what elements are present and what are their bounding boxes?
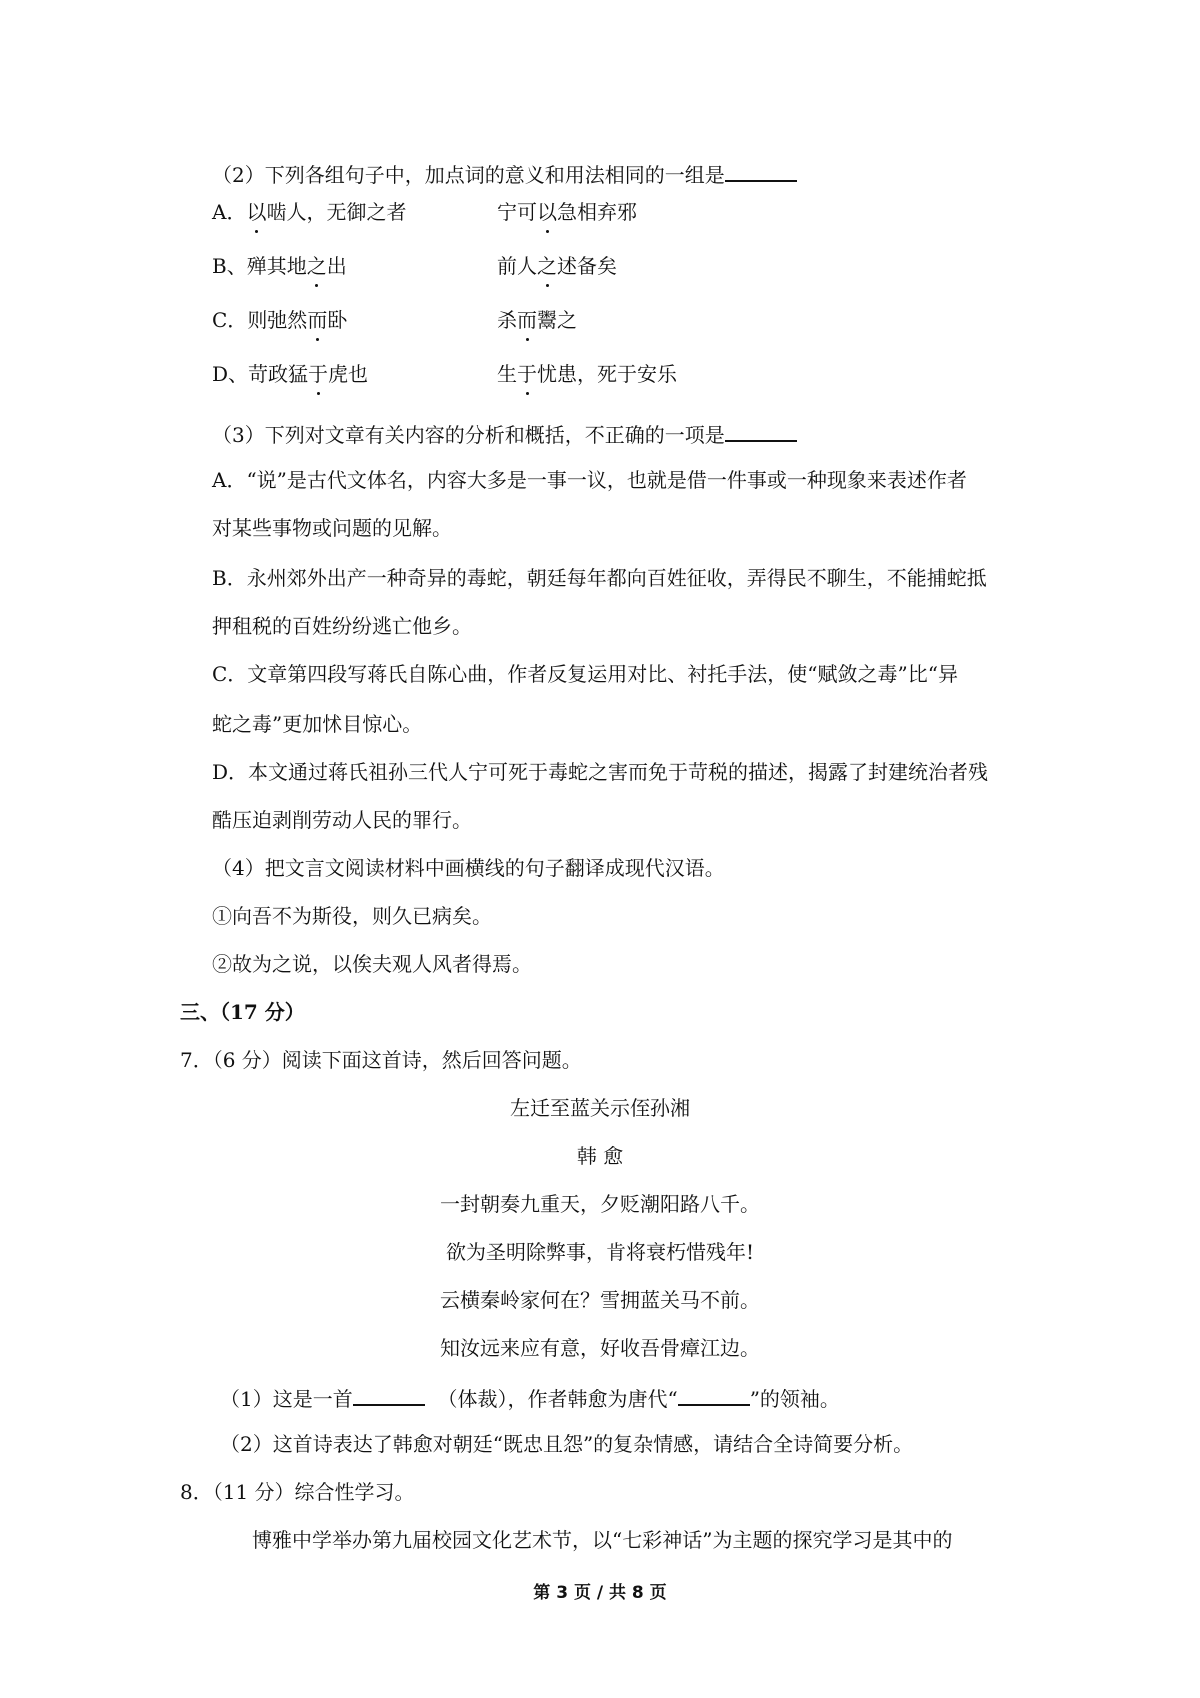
q3-line: 蛇之毒”更加怵目惊心。 [212, 712, 423, 736]
answer-blank [353, 1382, 425, 1406]
document-page: （2）下列各组句子中，加点词的意义和用法相同的一组是 A．以啮人，无御之者 宁可以急相弃邪 B、殚其地之出 前人之述备矣 C．则弛然而卧 杀而鬻之 D、苛政猛于虎也 生于忧患，死于安乐 （3）下列对文章有关内容的分析和概括，不正确的一项是 A．“说”是古代文体名，内容大多是一事一议，也就是借一件事或一种现象来表述作者 对某些事物或问题的见解。 B．永州郊外出产一种奇异的毒蛇，朝廷每年都向百姓征收，弄得民不聊生，不能捕蛇抵 押租税的百姓纷纷逃亡他乡。 C．文章第四段写蒋氏自陈心曲，作者反复运用对比、衬托手法，使“赋敛之毒”比“异 蛇之毒”更加怵目惊心。 D．本文通过蒋氏祖孙三代人宁可死于毒蛇之害而免于苛税的描述，揭露了封建统治者残 酷压迫剥削劳动人民的罪行。 （4）把文言文阅读材料中画横线的句子翻译成现代汉语。 ①向吾不为斯役，则久已病矣。 ②故为之说，以俟夫观人风者得焉。 三、（17 分） 7．（6 分）阅读下面这首诗，然后回答问题。 左迁至蓝关示侄孙湘 韩 愈 一封朝奏九重天，夕贬潮阳路八千。 欲为圣明除弊事，肯将衰朽惜残年! 云横秦岭家何在？雪拥蓝关马不前。 知汝远来应有意，好收吾骨瘴江边。 （1）这是一首 （体裁），作者韩愈为唐代“ ”的领袖。 （2）这首诗表达了韩愈对朝廷“既忠且怨”的复杂情感，请结合全诗简要分析。 8．（11 分）综合性学习。 博雅中学举办第九届校园文化艺术节，以“七彩神话”为主题的探究学习是其中的 第 3 页 / 共 8 页 [0, 0, 1200, 1698]
section-heading: 三、（17 分） [180, 1000, 305, 1024]
q2-stem: （2）下列各组句子中，加点词的意义和用法相同的一组是 [212, 158, 797, 189]
q3-line: A．“说”是古代文体名，内容大多是一事一议，也就是借一件事或一种现象来表述作者 [212, 468, 967, 492]
q3-line: B．永州郊外出产一种奇异的毒蛇，朝廷每年都向百姓征收，弄得民不聊生，不能捕蛇抵 [212, 566, 987, 590]
q3-line: 对某些事物或问题的见解。 [212, 516, 452, 540]
q8-stem: 8．（11 分）综合性学习。 [180, 1480, 415, 1504]
q3-line: D．本文通过蒋氏祖孙三代人宁可死于毒蛇之害而免于苛税的描述，揭露了封建统治者残 [212, 760, 989, 784]
answer-blank [678, 1382, 750, 1406]
poem-title: 左迁至蓝关示侄孙湘 [510, 1096, 690, 1120]
answer-blank [725, 158, 797, 182]
q4-stem: （4）把文言文阅读材料中画横线的句子翻译成现代汉语。 [212, 856, 725, 880]
q7-sub2: （2）这首诗表达了韩愈对朝廷“既忠且怨”的复杂情感，请结合全诗简要分析。 [220, 1432, 914, 1456]
poem-line: 知汝远来应有意，好收吾骨瘴江边。 [440, 1336, 760, 1360]
answer-blank [725, 418, 797, 442]
page-footer: 第 3 页 / 共 8 页 [533, 1583, 667, 1603]
q3-stem: （3）下列对文章有关内容的分析和概括，不正确的一项是 [212, 418, 797, 449]
poem-line: 云横秦岭家何在？雪拥蓝关马不前。 [440, 1288, 760, 1312]
poem-author: 韩 愈 [576, 1144, 624, 1168]
q3-line: 酷压迫剥削劳动人民的罪行。 [212, 808, 472, 832]
poem-line: 欲为圣明除弊事，肯将衰朽惜残年! [445, 1240, 755, 1264]
q3-line: C．文章第四段写蒋氏自陈心曲，作者反复运用对比、衬托手法，使“赋敛之毒”比“异 [212, 662, 958, 686]
q7-stem: 7．（6 分）阅读下面这首诗，然后回答问题。 [180, 1048, 582, 1072]
q3-line: 押租税的百姓纷纷逃亡他乡。 [212, 614, 472, 638]
q4-item: ①向吾不为斯役，则久已病矣。 [212, 904, 492, 928]
q8-paragraph: 博雅中学举办第九届校园文化艺术节，以“七彩神话”为主题的探究学习是其中的 [252, 1528, 953, 1552]
poem-line: 一封朝奏九重天，夕贬潮阳路八千。 [440, 1192, 760, 1216]
q4-item: ②故为之说，以俟夫观人风者得焉。 [212, 952, 532, 976]
q7-sub1: （1）这是一首 （体裁），作者韩愈为唐代“ ”的领袖。 [220, 1382, 840, 1413]
